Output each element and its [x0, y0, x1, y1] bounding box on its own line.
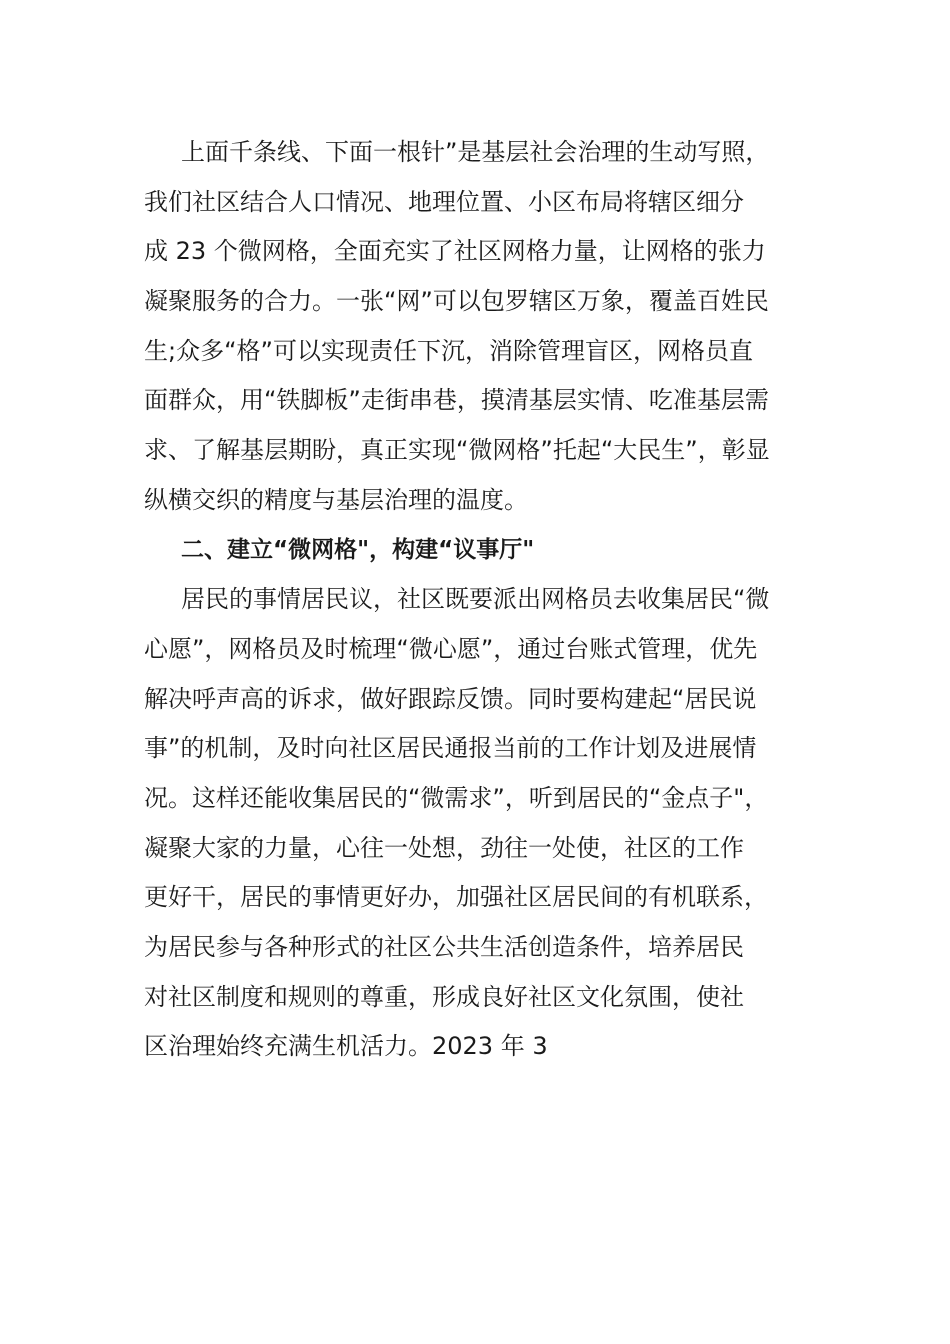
text-line: 况。这样还能收集居民的“微需求”，听到居民的“金点子"，: [144, 783, 769, 812]
text-line: 心愿”，网格员及时梳理“微心愿”，通过台账式管理，优先: [144, 634, 758, 663]
text-line: 居民的事情居民议，社区既要派出网格员去收集居民“微: [181, 585, 770, 614]
paragraph-grid-intro: [144, 128, 808, 526]
section-heading: 二、建立“微网格"，构建“议事厅": [181, 536, 535, 563]
text-line: 面群众，用“铁脚板”走街串巷，摸清基层实情、吃准基层需: [144, 386, 769, 415]
text-line: 求、了解基层期盼，真正实现“微网格”托起“大民生”，彰显: [144, 436, 770, 465]
text-line: 我们社区结合人口情况、地理位置、小区布局将辖区细分: [144, 187, 744, 216]
text-line: 解决呼声高的诉求，做好跟踪反馈。同时要构建起“居民说: [144, 684, 757, 713]
text-line: 事”的机制，及时向社区居民通报当前的工作计划及进展情: [144, 734, 757, 763]
document-body: [144, 128, 808, 1072]
text-line: 凝聚服务的合力。一张“网”可以包罗辖区万象，覆盖百姓民: [144, 287, 769, 316]
text-line: 对社区制度和规则的尊重，形成良好社区文化氛围，使社: [144, 982, 744, 1011]
text-line: 区治理始终充满生机活力。2023 年 3: [144, 1032, 548, 1061]
text-line: 纵横交织的精度与基层治理的温度。: [144, 485, 528, 514]
text-line: 凝聚大家的力量，心往一处想，劲往一处使，社区的工作: [144, 833, 744, 862]
text-line: 更好干，居民的事情更好办，加强社区居民间的有机联系，: [144, 883, 768, 912]
paragraph-council: [144, 575, 808, 1072]
text-line: 为居民参与各种形式的社区公共生活创造条件，培养居民: [144, 933, 744, 961]
text-line: 成 23 个微网格，全面充实了社区网格力量，让网格的张力: [144, 237, 766, 266]
text-line: 上面千条线、下面一根针”是基层社会治理的生动写照，: [181, 138, 770, 166]
text-line: 生;众多“格”可以实现责任下沉，消除管理盲区，网格员直: [144, 336, 753, 365]
